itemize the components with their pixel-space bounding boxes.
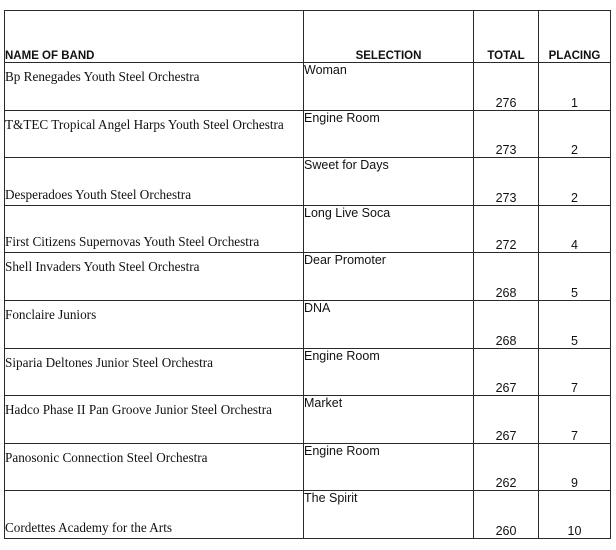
placing: 4 bbox=[539, 205, 611, 253]
total: 273 bbox=[474, 110, 539, 158]
results-table bbox=[4, 10, 611, 539]
placing: 7 bbox=[539, 396, 611, 444]
band-name: Bp Renegades Youth Steel Orchestra bbox=[5, 63, 304, 111]
table-row bbox=[5, 300, 611, 348]
total: 272 bbox=[474, 205, 539, 253]
selection: Engine Room bbox=[304, 110, 474, 158]
selection: DNA bbox=[304, 300, 474, 348]
band-name: Cordettes Academy for the Arts bbox=[5, 491, 304, 539]
header-placing: PLACING bbox=[539, 11, 611, 63]
placing: 5 bbox=[539, 300, 611, 348]
total: 268 bbox=[474, 253, 539, 301]
band-name: Hadco Phase II Pan Groove Junior Steel Orchestra bbox=[5, 396, 304, 444]
band-name: Fonclaire Juniors bbox=[5, 300, 304, 348]
table-row bbox=[5, 110, 611, 158]
placing: 10 bbox=[539, 491, 611, 539]
table-body bbox=[5, 63, 611, 539]
band-name: Shell Invaders Youth Steel Orchestra bbox=[5, 253, 304, 301]
total: 267 bbox=[474, 396, 539, 444]
table-row bbox=[5, 158, 611, 206]
header-total: TOTAL bbox=[474, 11, 539, 63]
placing: 5 bbox=[539, 253, 611, 301]
selection: The Spirit bbox=[304, 491, 474, 539]
band-name: First Citizens Supernovas Youth Steel Orchestra bbox=[5, 205, 304, 253]
band-name: Desperadoes Youth Steel Orchestra bbox=[5, 158, 304, 206]
band-name: Panosonic Connection Steel Orchestra bbox=[5, 443, 304, 491]
band-name: T&TEC Tropical Angel Harps Youth Steel Orchestra bbox=[5, 110, 304, 158]
selection: Woman bbox=[304, 63, 474, 111]
selection: Long Live Soca bbox=[304, 205, 474, 253]
band-name: Siparia Deltones Junior Steel Orchestra bbox=[5, 348, 304, 396]
placing: 7 bbox=[539, 348, 611, 396]
table-header bbox=[5, 11, 611, 63]
placing: 9 bbox=[539, 443, 611, 491]
header-selection: SELECTION bbox=[304, 11, 474, 63]
selection: Dear Promoter bbox=[304, 253, 474, 301]
table-row bbox=[5, 205, 611, 253]
header-name-of-band: NAME OF BAND bbox=[5, 11, 304, 63]
total: 262 bbox=[474, 443, 539, 491]
placing: 2 bbox=[539, 110, 611, 158]
selection: Engine Room bbox=[304, 348, 474, 396]
table-row bbox=[5, 396, 611, 444]
total: 260 bbox=[474, 491, 539, 539]
results-document bbox=[4, 10, 611, 539]
placing: 2 bbox=[539, 158, 611, 206]
selection: Market bbox=[304, 396, 474, 444]
total: 268 bbox=[474, 300, 539, 348]
header-row bbox=[5, 11, 611, 63]
total: 276 bbox=[474, 63, 539, 111]
placing: 1 bbox=[539, 63, 611, 111]
table-row bbox=[5, 63, 611, 111]
table-row bbox=[5, 348, 611, 396]
table-row bbox=[5, 443, 611, 491]
selection: Sweet for Days bbox=[304, 158, 474, 206]
total: 273 bbox=[474, 158, 539, 206]
total: 267 bbox=[474, 348, 539, 396]
table-row bbox=[5, 253, 611, 301]
selection: Engine Room bbox=[304, 443, 474, 491]
table-row bbox=[5, 491, 611, 539]
